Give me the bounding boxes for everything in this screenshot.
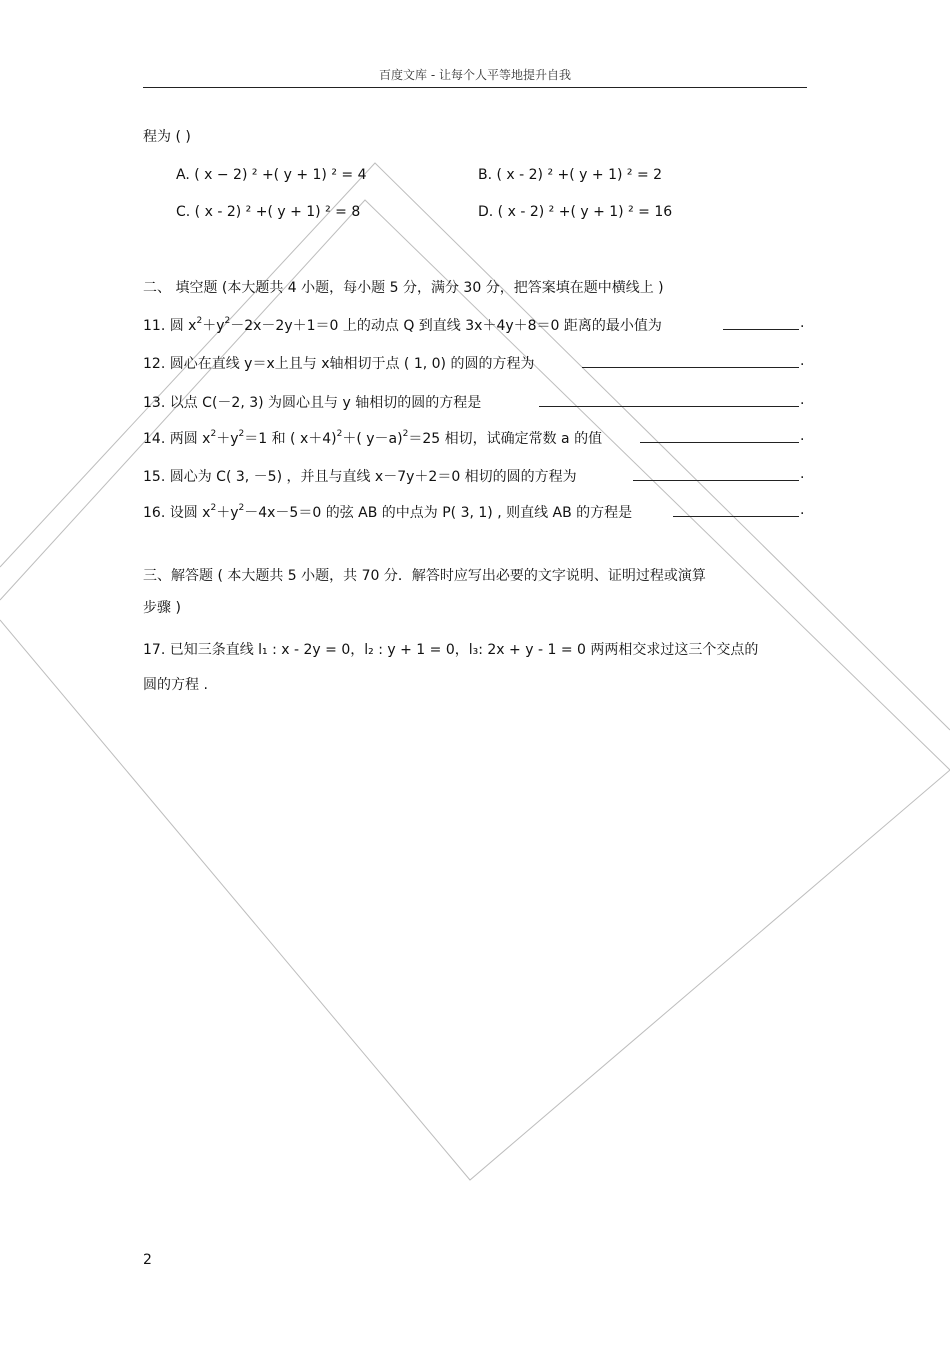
q15-answer-blank[interactable] — [633, 468, 799, 481]
q16-number: 16. — [143, 505, 166, 521]
q16-text-mid1: ＋y — [216, 505, 239, 521]
page-number: 2 — [143, 1252, 152, 1268]
q12-number: 12. — [143, 356, 166, 372]
q14-sup-1: 2 — [210, 429, 217, 440]
q13 — [143, 392, 481, 412]
q14-sup-4: 2 — [402, 429, 409, 440]
q12 — [143, 353, 534, 373]
q12-answer-blank[interactable] — [582, 355, 799, 368]
q16-text-pre: 设圆 x — [169, 505, 211, 521]
q11-answer-blank[interactable] — [723, 317, 799, 330]
q14-text-mid4: ＝25 相切，试确定常数 a 的值 — [408, 431, 603, 447]
q14-period: . — [800, 428, 805, 444]
q16 — [143, 502, 632, 522]
q15-text: 圆心为 C( 3, －5) ，并且与直线 x－7y＋2＝0 相切的圆的方程为 — [169, 469, 577, 485]
q14-answer-blank[interactable] — [640, 430, 799, 443]
q14-text-mid2: ＝1 和 ( x＋4) — [244, 431, 337, 447]
q14-sup-2: 2 — [238, 429, 245, 440]
q16-sup-2: 2 — [238, 503, 245, 514]
q14-text-mid1: ＋y — [216, 431, 239, 447]
q13-text: 以点 C(－2, 3) 为圆心且与 y 轴相切的圆的方程是 — [169, 395, 482, 411]
q11-period: . — [800, 315, 805, 331]
q11-sup-2: 2 — [224, 316, 231, 327]
q11-sup-1: 2 — [196, 316, 203, 327]
q15-period: . — [800, 466, 805, 482]
q11 — [143, 315, 662, 335]
q14-text-mid3: ＋( y－a) — [342, 431, 403, 447]
q10-option-b: B. ( x - 2) ² +( y + 1) ² = 2 — [478, 167, 663, 183]
q13-number: 13. — [143, 395, 166, 411]
q16-period: . — [800, 502, 805, 518]
q13-period: . — [800, 392, 805, 408]
q16-answer-blank[interactable] — [673, 504, 799, 517]
section2-heading: 二、 填空题 (本大题共 4 小题，每小题 5 分，满分 30 分，把答案填在题中横线上 ) — [143, 280, 664, 296]
q14-text-pre: 两圆 x — [169, 431, 211, 447]
q17-line2: 圆的方程 . — [143, 677, 208, 693]
q14 — [143, 428, 602, 448]
q12-period: . — [800, 353, 805, 369]
q11-text-mid1: ＋y — [202, 318, 225, 334]
q10-option-c: C. ( x - 2) ² +( y + 1) ² = 8 — [176, 204, 361, 220]
q10-option-a: A. ( x − 2) ² +( y + 1) ² = 4 — [176, 167, 367, 183]
q10-stem-tail: 程为 ( ) — [143, 129, 191, 145]
section3-heading-line1: 三、解答题 ( 本大题共 5 小题，共 70 分．解答时应写出必要的文字说明、证明过程或演算 — [143, 568, 706, 584]
q14-number: 14. — [143, 431, 166, 447]
q16-text-mid2: －4x－5＝0 的弦 AB 的中点为 P( 3, 1) , 则直线 AB 的方程是 — [244, 505, 633, 521]
q14-sup-3: 2 — [336, 429, 343, 440]
q17-line1: 17. 已知三条直线 l₁ : x - 2y = 0，l₂ : y + 1 = 0，l₃: 2x + y - 1 = 0 两两相交求过这三个交点的 — [143, 642, 759, 658]
q11-text-mid2: －2x－2y＋1＝0 上的动点 Q 到直线 3x＋4y＋8＝0 距离的最小值为 — [230, 318, 662, 334]
q15 — [143, 466, 577, 486]
q13-answer-blank[interactable] — [539, 394, 799, 407]
header-rule — [143, 87, 807, 88]
q12-text: 圆心在直线 y＝x上且与 x轴相切于点 ( 1, 0) 的圆的方程为 — [169, 356, 535, 372]
q16-sup-1: 2 — [210, 503, 217, 514]
q15-number: 15. — [143, 469, 166, 485]
q11-number: 11. — [143, 318, 166, 334]
q10-option-d: D. ( x - 2) ² +( y + 1) ² = 16 — [478, 204, 673, 220]
section3-heading-line2: 步骤 ) — [143, 600, 181, 616]
page-header: 百度文库 - 让每个人平等地提升自我 — [379, 68, 571, 82]
q11-text-pre: 圆 x — [169, 318, 197, 334]
